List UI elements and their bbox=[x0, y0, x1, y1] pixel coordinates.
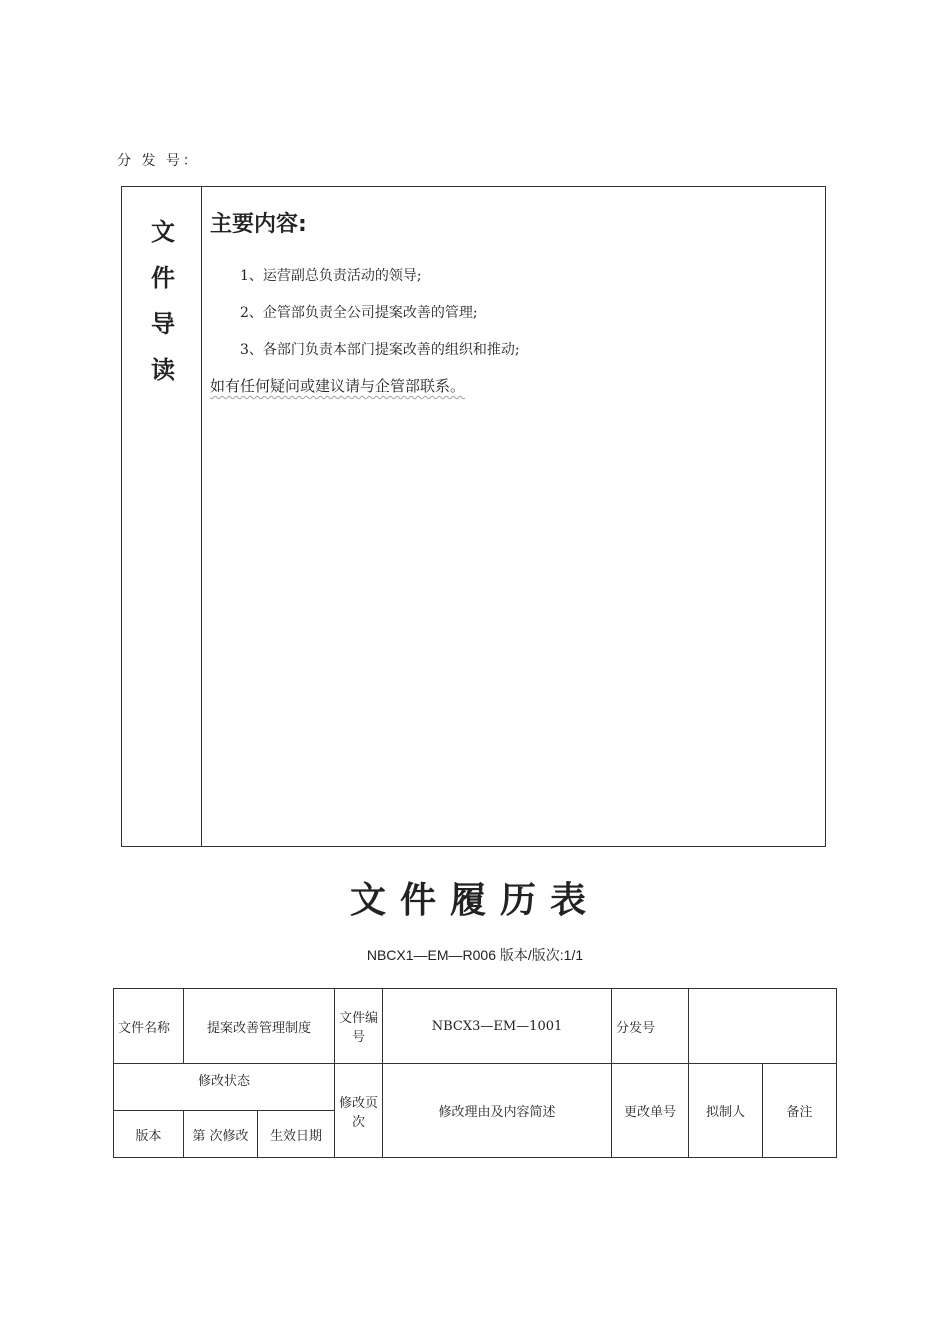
remarks-label: 备注 bbox=[763, 1064, 837, 1158]
modify-reason-label: 修改理由及内容简述 bbox=[383, 1064, 612, 1158]
list-item: 3、各部门负责本部门提案改善的组织和推动; bbox=[240, 342, 520, 358]
guide-side-char: 文 bbox=[151, 218, 175, 246]
guide-side-char: 件 bbox=[151, 264, 175, 292]
change-number-label: 更改单号 bbox=[612, 1064, 689, 1158]
revision-label: 第 次修改 bbox=[184, 1111, 258, 1158]
history-title: 文件履历表 bbox=[349, 879, 600, 921]
list-item: 2、企管部负责全公司提案改善的管理; bbox=[240, 305, 478, 321]
document-code: NBCX1—EM—R006 版本/版次:1/1 bbox=[366, 947, 584, 963]
table-row bbox=[114, 989, 837, 1064]
file-name-value: 提案改善管理制度 bbox=[184, 989, 335, 1064]
guide-side-column bbox=[122, 187, 202, 846]
table-row bbox=[114, 1064, 837, 1111]
modify-status-label: 修改状态 bbox=[114, 1064, 335, 1111]
main-content-heading: 主要内容: bbox=[210, 212, 307, 237]
effective-date-label: 生效日期 bbox=[258, 1111, 335, 1158]
distribution-value bbox=[689, 989, 837, 1064]
file-name-label: 文件名称 bbox=[114, 989, 184, 1064]
guide-side-char: 导 bbox=[151, 310, 175, 338]
distribution-number-label: 分 发 号： bbox=[117, 153, 200, 169]
responsibility-list bbox=[210, 266, 815, 377]
guide-main-content bbox=[210, 207, 815, 396]
distribution-label: 分发号 bbox=[612, 989, 689, 1064]
drafter-label: 拟制人 bbox=[689, 1064, 763, 1158]
document-guide-box bbox=[121, 186, 826, 847]
version-label: 版本 bbox=[114, 1111, 184, 1158]
contact-note: 如有任何疑问或建议请与企管部联系。 bbox=[210, 377, 466, 395]
guide-side-char: 读 bbox=[151, 356, 175, 384]
modify-page-label: 修改页次 bbox=[335, 1064, 383, 1158]
list-item: 1、运营副总负责活动的领导; bbox=[240, 268, 422, 284]
guide-side-title bbox=[149, 209, 177, 393]
history-table bbox=[113, 988, 837, 1158]
file-number-label: 文件编号 bbox=[335, 989, 383, 1064]
file-number-value: NBCX3—EM—1001 bbox=[383, 989, 612, 1064]
